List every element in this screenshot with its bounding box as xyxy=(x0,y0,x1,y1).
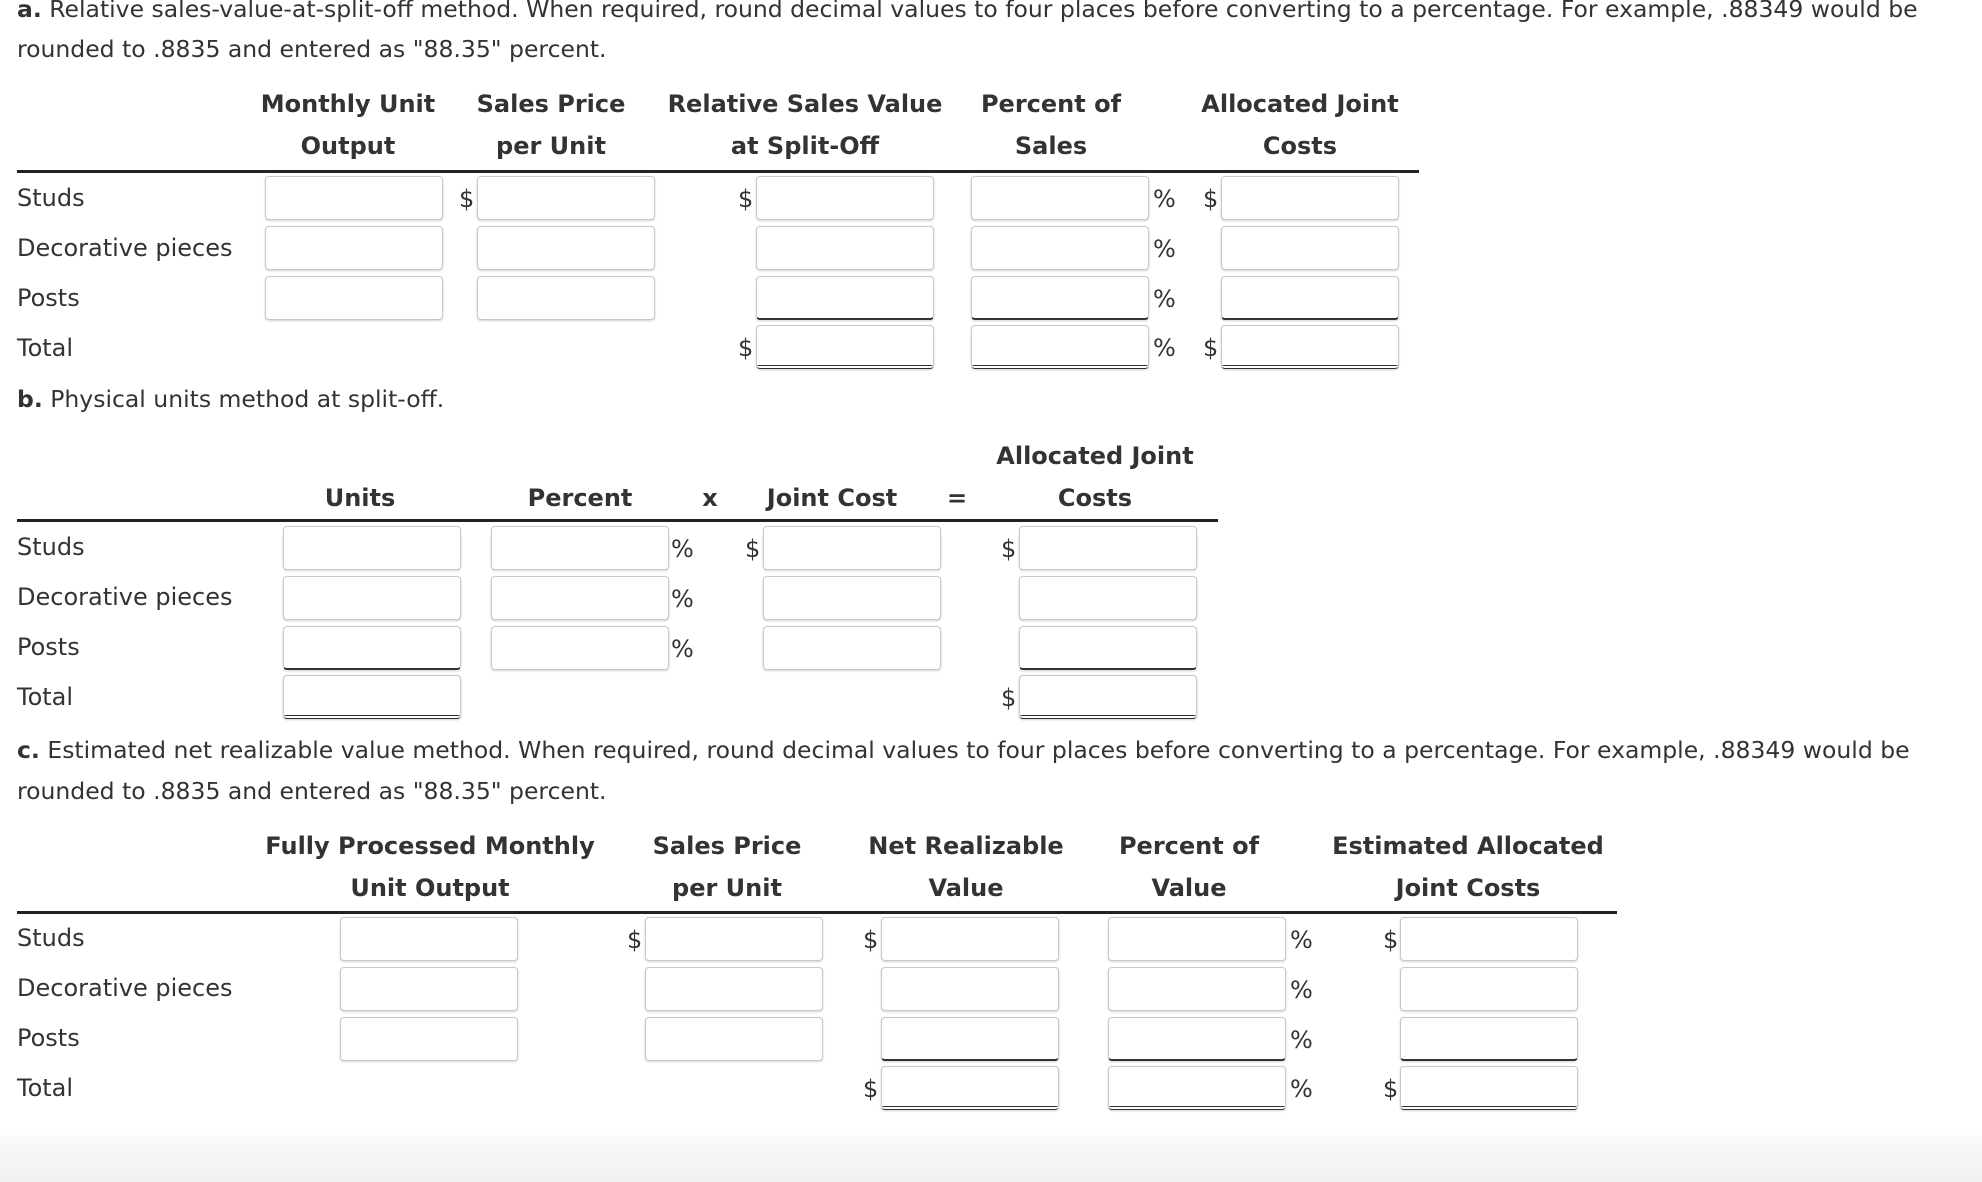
a-studs-monthly-output-input[interactable] xyxy=(265,176,443,220)
row-label-studs: Studs xyxy=(17,533,85,561)
percent-sign: % xyxy=(671,585,694,613)
header-sales-price-per-unit: Sales Price per Unit xyxy=(476,90,626,160)
row-label-decorative-pieces: Decorative pieces xyxy=(17,974,233,1002)
a-decorative-sales-price-input[interactable] xyxy=(477,226,655,270)
percent-sign: % xyxy=(671,635,694,663)
row-label-posts: Posts xyxy=(17,284,80,312)
c-decorative-net-realizable-value-input[interactable] xyxy=(881,967,1059,1011)
a-studs-percent-of-sales-input[interactable] xyxy=(971,176,1149,220)
c-posts-sales-price-input[interactable] xyxy=(645,1017,823,1061)
header-allocated-joint-costs: Allocated Joint Costs xyxy=(996,442,1194,512)
b-studs-units-input[interactable] xyxy=(283,526,461,570)
row-label-total: Total xyxy=(17,334,74,362)
header-allocated-joint-costs: Allocated Joint Costs xyxy=(1201,90,1399,160)
dollar-sign: $ xyxy=(863,1075,879,1103)
c-studs-estimated-allocated-costs-input[interactable] xyxy=(1400,917,1578,961)
a-posts-sales-price-input[interactable] xyxy=(477,276,655,320)
a-posts-percent-of-sales-input[interactable] xyxy=(971,276,1149,320)
row-label-total: Total xyxy=(17,1074,74,1102)
a-studs-relative-sales-value-input[interactable] xyxy=(756,176,934,220)
row-label-posts: Posts xyxy=(17,1024,80,1052)
b-posts-joint-cost-input[interactable] xyxy=(763,626,941,670)
c-posts-processed-output-input[interactable] xyxy=(340,1017,518,1061)
header-equals-operator: = xyxy=(946,484,968,512)
a-decorative-monthly-output-input[interactable] xyxy=(265,226,443,270)
dollar-sign: $ xyxy=(459,185,475,213)
a-total-relative-sales-value-input[interactable] xyxy=(756,325,934,369)
a-decorative-percent-of-sales-input[interactable] xyxy=(971,226,1149,270)
header-units: Units xyxy=(324,484,396,512)
a-studs-sales-price-input[interactable] xyxy=(477,176,655,220)
b-total-units-input[interactable] xyxy=(283,675,461,719)
section-c-instructions-line2: rounded to .8835 and entered as "88.35" percent. xyxy=(17,777,607,805)
c-studs-net-realizable-value-input[interactable] xyxy=(881,917,1059,961)
c-studs-processed-output-input[interactable] xyxy=(340,917,518,961)
header-net-realizable-value: Net Realizable Value xyxy=(868,832,1064,902)
dollar-sign: $ xyxy=(627,926,643,954)
header-monthly-unit-output: Monthly Unit Output xyxy=(260,90,436,160)
section-a-instructions-line2: rounded to .8835 and entered as "88.35" percent. xyxy=(17,35,607,63)
c-decorative-percent-of-value-input[interactable] xyxy=(1108,967,1286,1011)
c-decorative-estimated-allocated-costs-input[interactable] xyxy=(1400,967,1578,1011)
percent-sign: % xyxy=(671,535,694,563)
a-total-allocated-joint-costs-input[interactable] xyxy=(1221,325,1399,369)
c-studs-sales-price-input[interactable] xyxy=(645,917,823,961)
b-total-allocated-joint-costs-input[interactable] xyxy=(1019,675,1197,719)
header-times-operator: x xyxy=(702,484,718,512)
header-joint-cost: Joint Cost xyxy=(766,484,898,512)
row-label-decorative-pieces: Decorative pieces xyxy=(17,234,233,262)
row-label-studs: Studs xyxy=(17,184,85,212)
row-label-total: Total xyxy=(17,683,74,711)
b-decorative-percent-input[interactable] xyxy=(491,576,669,620)
section-b-instructions: b. Physical units method at split-off. xyxy=(17,385,445,413)
percent-sign: % xyxy=(1290,976,1313,1004)
section-c-instructions: c. Estimated net realizable value method. When required, round decimal values to four places before converting to a percentage. For example, .88349 would be xyxy=(17,736,1910,764)
section-c-header-rule xyxy=(17,911,1617,914)
a-decorative-allocated-joint-costs-input[interactable] xyxy=(1221,226,1399,270)
c-decorative-sales-price-input[interactable] xyxy=(645,967,823,1011)
a-studs-allocated-joint-costs-input[interactable] xyxy=(1221,176,1399,220)
header-percent: Percent xyxy=(527,484,633,512)
b-studs-percent-input[interactable] xyxy=(491,526,669,570)
a-posts-allocated-joint-costs-input[interactable] xyxy=(1221,276,1399,320)
row-label-studs: Studs xyxy=(17,924,85,952)
row-label-decorative-pieces: Decorative pieces xyxy=(17,583,233,611)
b-posts-units-input[interactable] xyxy=(283,626,461,670)
b-decorative-joint-cost-input[interactable] xyxy=(763,576,941,620)
row-label-posts: Posts xyxy=(17,633,80,661)
dollar-sign: $ xyxy=(738,334,754,362)
a-total-percent-of-sales-input[interactable] xyxy=(971,325,1149,369)
percent-sign: % xyxy=(1290,1026,1313,1054)
c-total-estimated-allocated-costs-input[interactable] xyxy=(1400,1066,1578,1110)
b-posts-percent-input[interactable] xyxy=(491,626,669,670)
percent-sign: % xyxy=(1153,235,1176,263)
header-fully-processed-monthly-output: Fully Processed Monthly Unit Output xyxy=(265,832,595,902)
c-studs-percent-of-value-input[interactable] xyxy=(1108,917,1286,961)
section-b-header-rule xyxy=(17,519,1218,522)
c-decorative-processed-output-input[interactable] xyxy=(340,967,518,1011)
dollar-sign: $ xyxy=(1383,1075,1399,1103)
c-posts-net-realizable-value-input[interactable] xyxy=(881,1017,1059,1061)
a-decorative-relative-sales-value-input[interactable] xyxy=(756,226,934,270)
b-posts-allocated-joint-costs-input[interactable] xyxy=(1019,626,1197,670)
dollar-sign: $ xyxy=(745,535,761,563)
a-posts-relative-sales-value-input[interactable] xyxy=(756,276,934,320)
b-studs-joint-cost-input[interactable] xyxy=(763,526,941,570)
c-total-net-realizable-value-input[interactable] xyxy=(881,1066,1059,1110)
percent-sign: % xyxy=(1290,926,1313,954)
percent-sign: % xyxy=(1290,1075,1313,1103)
header-percent-of-sales: Percent of Sales xyxy=(980,90,1122,160)
c-total-percent-of-value-input[interactable] xyxy=(1108,1066,1286,1110)
dollar-sign: $ xyxy=(1001,535,1017,563)
percent-sign: % xyxy=(1153,185,1176,213)
dollar-sign: $ xyxy=(1203,334,1219,362)
b-decorative-allocated-joint-costs-input[interactable] xyxy=(1019,576,1197,620)
section-a-instructions: a. Relative sales-value-at-split-off method. When required, round decimal values to four places before converting to a percentage. For example, .88349 would be xyxy=(17,0,1918,23)
dollar-sign: $ xyxy=(863,926,879,954)
dollar-sign: $ xyxy=(1203,185,1219,213)
header-relative-sales-value: Relative Sales Value at Split-Off xyxy=(667,90,943,160)
dollar-sign: $ xyxy=(738,185,754,213)
c-posts-percent-of-value-input[interactable] xyxy=(1108,1017,1286,1061)
header-percent-of-value: Percent of Value xyxy=(1118,832,1260,902)
header-sales-price-per-unit: Sales Price per Unit xyxy=(652,832,802,902)
dollar-sign: $ xyxy=(1383,926,1399,954)
a-posts-monthly-output-input[interactable] xyxy=(265,276,443,320)
b-studs-allocated-joint-costs-input[interactable] xyxy=(1019,526,1197,570)
percent-sign: % xyxy=(1153,285,1176,313)
header-estimated-allocated-joint-costs: Estimated Allocated Joint Costs xyxy=(1332,832,1604,902)
page-bottom-edge xyxy=(0,1135,1982,1182)
b-decorative-units-input[interactable] xyxy=(283,576,461,620)
dollar-sign: $ xyxy=(1001,684,1017,712)
c-posts-estimated-allocated-costs-input[interactable] xyxy=(1400,1017,1578,1061)
percent-sign: % xyxy=(1153,334,1176,362)
section-a-header-rule xyxy=(17,170,1419,173)
